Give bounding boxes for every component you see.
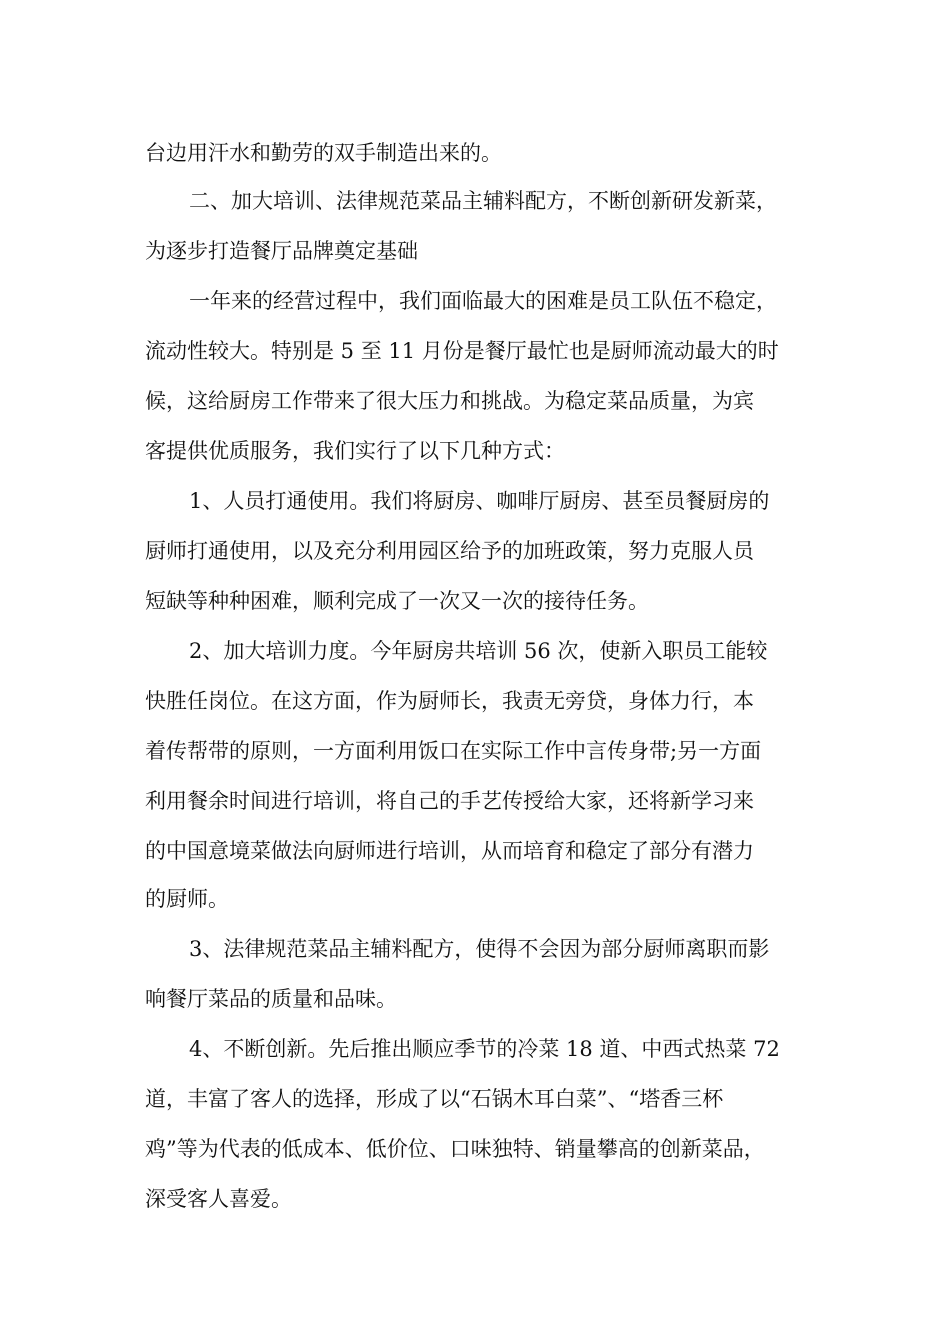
section-heading: 二、加大培训、法律规范菜品主辅料配方，不断创新研发新菜， [189, 189, 777, 213]
section-heading: 为逐步打造餐厅品牌奠定基础 [145, 239, 418, 263]
list-item: 1、人员打通使用。我们将厨房、咖啡厅厨房、甚至员餐厨房的 [189, 489, 770, 513]
list-item: 4、不断创新。先后推出顺应季节的冷菜 18 道、中西式热菜 72 [189, 1037, 780, 1061]
list-item: 3、法律规范菜品主辅料配方，使得不会因为部分厨师离职而影 [189, 937, 770, 961]
text-line: 鸡”等为代表的低成本、低价位、口味独特、销量攀高的创新菜品， [145, 1137, 765, 1161]
text-line: 短缺等种种困难，顺利完成了一次又一次的接待任务。 [145, 589, 649, 613]
text-line: 着传帮带的原则，一方面利用饭口在实际工作中言传身带;另一方面 [145, 739, 762, 763]
text-line: 候，这给厨房工作带来了很大压力和挑战。为稳定菜品质量，为宾 [145, 389, 754, 413]
text-line: 台边用汗水和勤劳的双手制造出来的。 [145, 141, 502, 165]
text-line: 的中国意境菜做法向厨师进行培训，从而培育和稳定了部分有潜力 [145, 839, 754, 863]
text-line: 厨师打通使用，以及充分利用园区给予的加班政策，努力克服人员 [145, 539, 754, 563]
text-line: 利用餐余时间进行培训，将自己的手艺传授给大家，还将新学习来 [145, 789, 754, 813]
text-line: 流动性较大。特别是 5 至 11 月份是餐厅最忙也是厨师流动最大的时 [145, 339, 779, 363]
text-line: 快胜任岗位。在这方面，作为厨师长，我责无旁贷，身体力行，本 [145, 689, 754, 713]
list-item: 2、加大培训力度。今年厨房共培训 56 次，使新入职员工能较 [189, 639, 768, 663]
text-line: 的厨师。 [145, 887, 229, 911]
text-line: 客提供优质服务，我们实行了以下几种方式： [145, 439, 565, 463]
text-line: 一年来的经营过程中，我们面临最大的困难是员工队伍不稳定， [189, 289, 777, 313]
text-line: 响餐厅菜品的质量和品味。 [145, 987, 397, 1011]
text-line: 道，丰富了客人的选择，形成了以“石锅木耳白菜”、“塔香三杯 [145, 1087, 724, 1111]
text-line: 深受客人喜爱。 [145, 1187, 292, 1211]
